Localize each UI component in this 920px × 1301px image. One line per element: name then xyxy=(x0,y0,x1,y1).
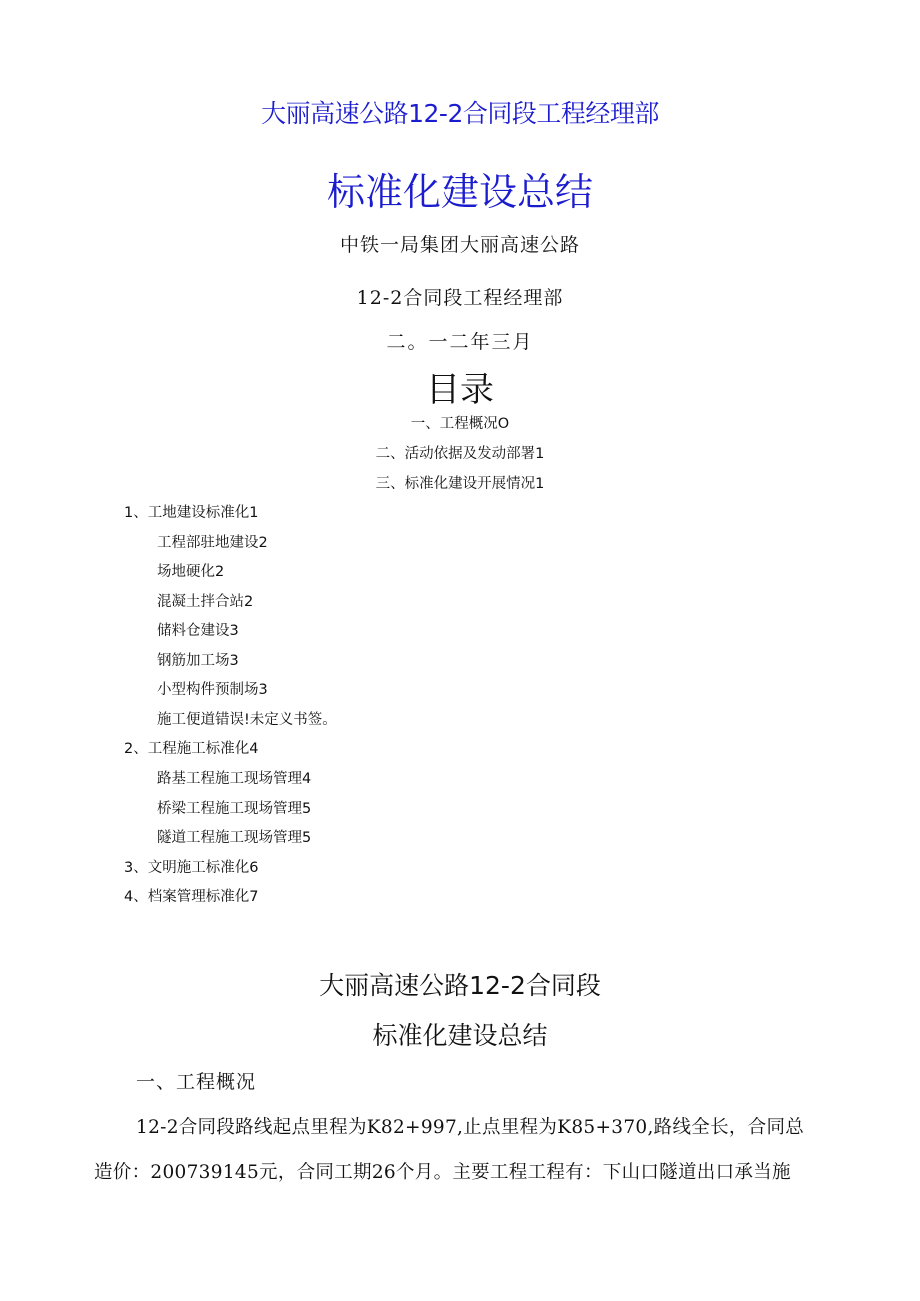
body-heading-line1: 大丽高速公路12-2合同段 xyxy=(319,971,601,1000)
toc-item: 小型构件预制场3 xyxy=(157,682,268,698)
toc-item: 二、活动依据及发动部署1 xyxy=(375,446,545,462)
toc-item: 混凝土拌合站2 xyxy=(157,594,254,610)
toc-item: 路基工程施工现场管理4 xyxy=(157,771,312,787)
toc-item: 储料仓建设3 xyxy=(157,623,239,639)
section-title: 一、工程概况 xyxy=(136,1071,257,1093)
cover-header: 大丽高速公路12-2合同段工程经理部 xyxy=(261,99,659,128)
paragraph-line: 12-2合同段路线起点里程为K82+997,止点里程为K85+370,路线全长，合同总 xyxy=(136,1117,805,1138)
toc-item: 一、工程概况O xyxy=(410,416,510,432)
toc-item: 施工便道错误!未定义书签。 xyxy=(157,712,337,728)
toc-item: 3、文明施工标准化6 xyxy=(124,860,259,876)
toc-item: 2、工程施工标准化4 xyxy=(124,741,259,757)
toc-item: 桥梁工程施工现场管理5 xyxy=(157,801,312,817)
toc-item: 隧道工程施工现场管理5 xyxy=(157,830,312,846)
toc-item: 1、工地建设标准化1 xyxy=(124,505,259,521)
body-heading-line2: 标准化建设总结 xyxy=(372,1021,548,1050)
toc-item: 场地硬化2 xyxy=(157,564,225,580)
cover-org-line1: 中铁一局集团大丽高速公路 xyxy=(339,234,580,256)
toc-item: 钢筋加工场3 xyxy=(157,653,239,669)
toc-item: 三、标准化建设开展情况1 xyxy=(375,476,545,492)
toc-title: 目录 xyxy=(426,370,494,410)
cover-org-line2: 12-2合同段工程经理部 xyxy=(356,287,564,309)
toc-item: 工程部驻地建设2 xyxy=(157,535,268,551)
paragraph-line: 造价：200739145元，合同工期26个月。主要工程工程有：下山口隧道出口承当施 xyxy=(94,1162,791,1183)
toc-item: 4、档案管理标准化7 xyxy=(124,889,259,905)
cover-title: 标准化建设总结 xyxy=(326,170,593,214)
cover-date: 二。一二年三月 xyxy=(386,331,534,353)
